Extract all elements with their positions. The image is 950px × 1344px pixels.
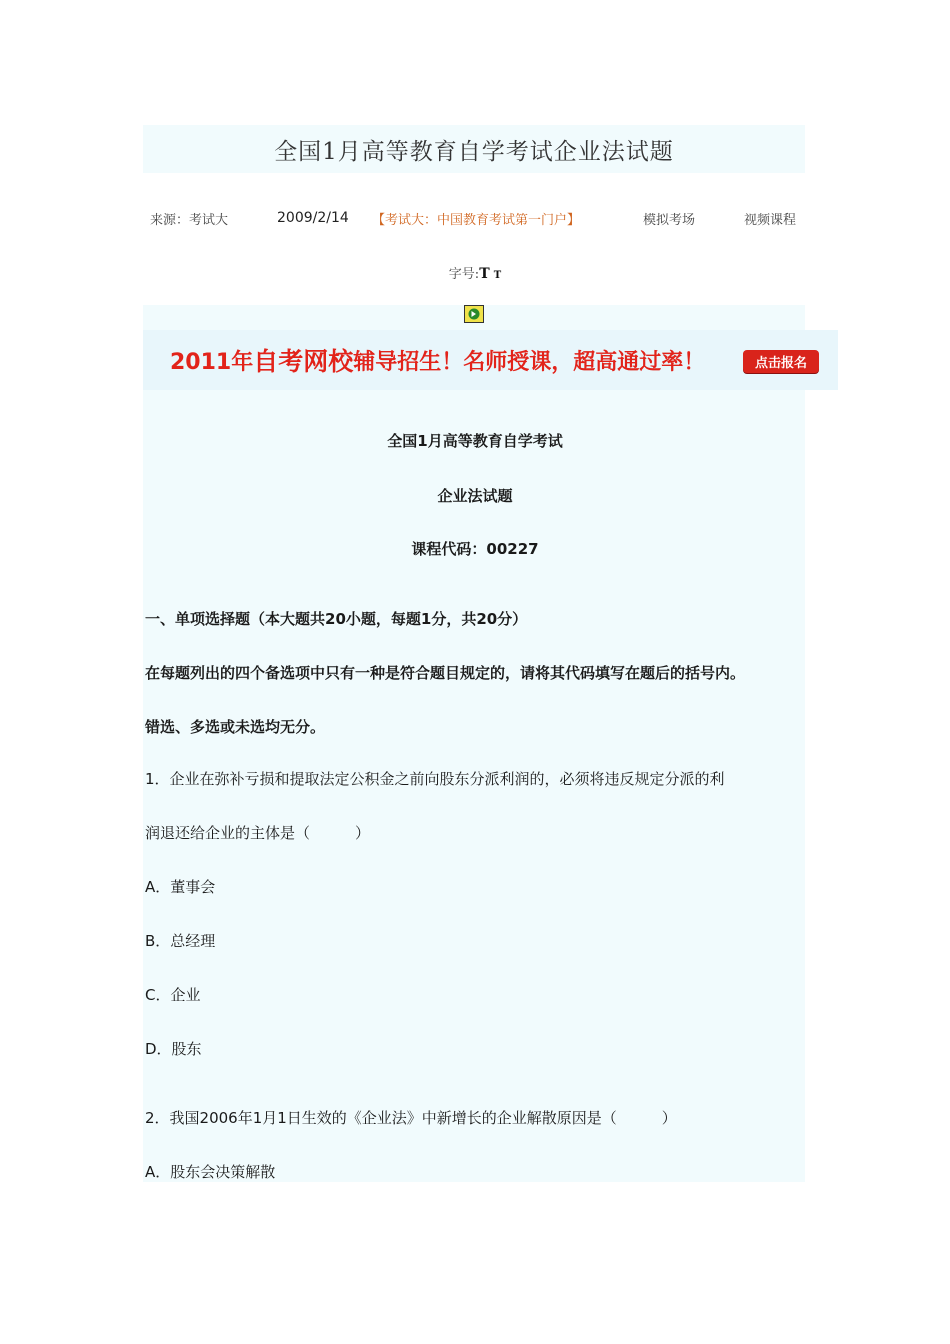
font-large-button[interactable]: T [479,266,490,282]
ad-banner[interactable] [143,330,838,390]
mock-exam-link[interactable]: 模拟考场 [643,213,696,228]
source-label: 来源：考试大 [150,213,229,228]
course-code: 课程代码：00227 [411,540,539,558]
portal-link[interactable]: 【考试大：中国教育考试第一门户】 [372,213,581,228]
question-1-line-2: 润退还给企业的主体是（ ） [145,824,371,842]
page-title: 全国1月高等教育自学考试企业法试题 [274,138,674,165]
download-icon[interactable] [464,305,484,323]
font-size-control [0,263,950,282]
video-course-link[interactable]: 视频课程 [744,213,797,228]
question-2-line-1: 2．我国2006年1月1日生效的《企业法》中新增长的企业解散原因是（ ） [145,1109,677,1127]
exam-subject: 企业法试题 [437,487,513,505]
question-1-option-d: D．股东 [145,1040,202,1058]
title-bar [143,125,805,173]
question-2-option-a: A．股东会决策解散 [145,1163,276,1181]
signup-button[interactable]: 点击报名 [743,350,819,373]
instruction-line-1: 在每题列出的四个备选项中只有一种是符合题目规定的，请将其代码填写在题后的括号内。 [145,664,746,682]
instruction-line-2: 错选、多选或未选均无分。 [145,718,326,736]
question-1-line-1: 1．企业在弥补亏损和提取法定公积金之前向股东分派利润的，必须将违反规定分派的利 [145,770,725,788]
font-small-button[interactable]: T [493,270,502,281]
question-1-option-c: C．企业 [145,986,201,1004]
banner-highlight: 自考网校 [253,347,354,376]
publish-date: 2009/2/14 [277,210,349,226]
font-size-label: 字号: [448,267,480,282]
banner-year: 2011年 [170,349,254,375]
question-1-option-a: A．董事会 [145,878,216,896]
question-1-option-b: B．总经理 [145,932,216,950]
banner-text: 辅导招生！名师授课，超高通过率！ [353,349,706,375]
section-heading: 一、单项选择题（本大题共20小题，每题1分，共20分） [145,610,528,628]
exam-heading: 全国1月高等教育自学考试 [387,432,563,450]
